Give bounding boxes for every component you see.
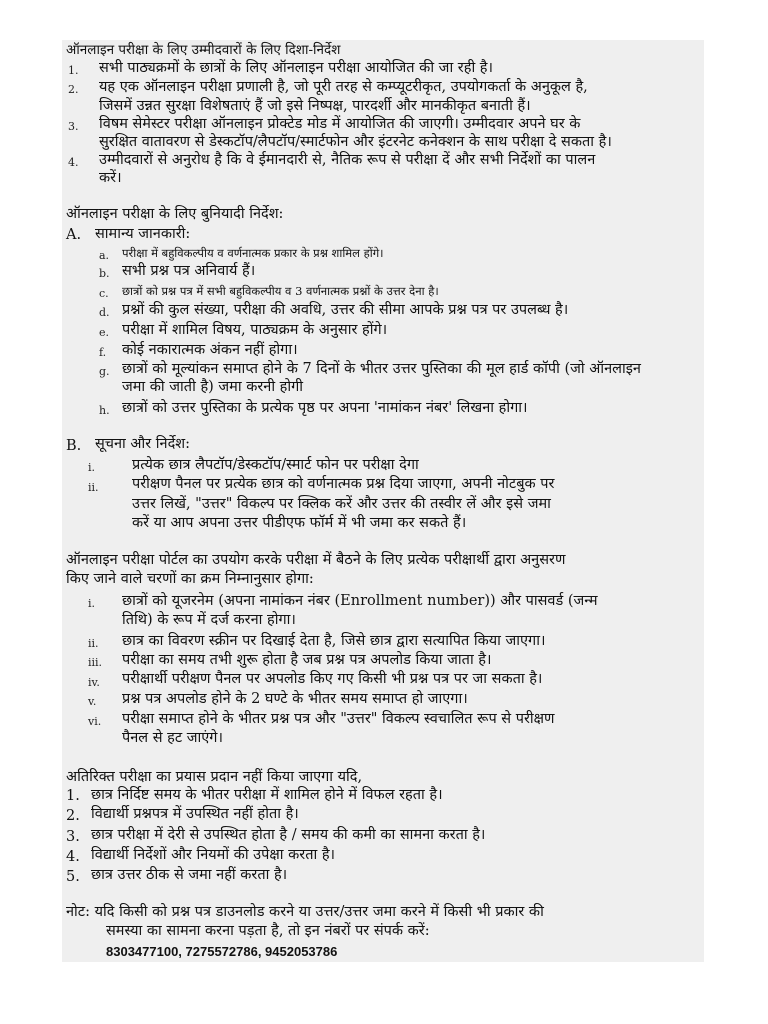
guideline-text: उम्मीदवारों से अनुरोध है कि वे ईमानदारी से, नैतिक रूप से परीक्षा दें और सभी निर्देशों का पालन bbox=[99, 152, 596, 168]
step-text: प्रश्न पत्र अपलोड होने के 2 घण्टे के भीतर समय समाप्त हो जाएगा। bbox=[122, 691, 468, 707]
item-letter: g. bbox=[99, 365, 110, 378]
guideline-number: 2. bbox=[68, 83, 79, 96]
contact-phone-numbers: 8303477100, 7275572786, 9452053786 bbox=[106, 944, 338, 959]
step-text: छात्रों को यूजरनेम (अपना नामांकन नंबर (Enrollment number)) और पासवर्ड (जन्म bbox=[122, 593, 598, 609]
item-text: प्रत्येक छात्र लैपटॉप/डेस्कटॉप/स्मार्ट फोन पर परीक्षा देगा bbox=[132, 457, 419, 473]
item-text: जमा की जाती है) जमा करनी होगी bbox=[122, 379, 304, 395]
step-number: ii. bbox=[88, 637, 99, 650]
item-text: परीक्षा में शामिल विषय, पाठ्यक्रम के अनुसार होंगे। bbox=[122, 322, 388, 338]
section-marker: A. bbox=[66, 227, 82, 243]
guideline-text: विषम सेमेस्टर परीक्षा ऑनलाइन प्रोक्टेड मोड में आयोजित की जाएगी। उम्मीदवार अपने घर के bbox=[99, 116, 581, 132]
guideline-text: सभी पाठ्यक्रमों के छात्रों के लिए ऑनलाइन परीक्षा आयोजित की जा रही है। bbox=[99, 60, 493, 76]
item-letter: d. bbox=[99, 306, 110, 319]
item-text: परीक्षा में बहुविकल्पीय व वर्णनात्मक प्रकार के प्रश्न शामिल होंगे। bbox=[122, 246, 384, 260]
step-number: iii. bbox=[88, 656, 103, 669]
extra-number: 1. bbox=[66, 788, 80, 804]
step-number: vi. bbox=[88, 715, 102, 728]
section-title: सूचना और निर्देश: bbox=[95, 436, 191, 452]
guideline-number: 3. bbox=[68, 120, 79, 133]
step-text: छात्र का विवरण स्क्रीन पर दिखाई देता है, जिसे छात्र द्वारा सत्यापित किया जाएगा। bbox=[122, 633, 546, 649]
note-text: समस्या का सामना करना पड़ता है, तो इन नंबरों पर संपर्क करें: bbox=[106, 923, 430, 939]
extra-text: छात्र निर्दिष्ट समय के भीतर परीक्षा में शामिल होने में विफल रहता है। bbox=[91, 787, 443, 803]
extra-text: विद्यार्थी निर्देशों और नियमों की उपेक्षा करता है। bbox=[91, 847, 336, 863]
item-text: करें या आप अपना उत्तर पीडीएफ फॉर्म में भी जमा कर सकते हैं। bbox=[132, 515, 467, 531]
item-roman: ii. bbox=[88, 481, 99, 494]
section-heading: ऑनलाइन परीक्षा के लिए बुनियादी निर्देश: bbox=[66, 206, 284, 222]
guideline-number: 4. bbox=[68, 156, 79, 169]
item-text: प्रश्नों की कुल संख्या, परीक्षा की अवधि, उत्तर की सीमा आपके प्रश्न पत्र पर उपलब्ध है। bbox=[122, 302, 569, 318]
step-number: iv. bbox=[88, 676, 100, 689]
item-letter: b. bbox=[99, 267, 110, 280]
guideline-text: सुरक्षित वातावरण से डेस्कटॉप/लैपटॉप/स्मार्टफोन और इंटरनेट कनेक्शन के साथ परीक्षा दे सकता है। bbox=[99, 134, 612, 150]
step-text: तिथि) के रूप में दर्ज करना होगा। bbox=[122, 612, 296, 628]
extra-number: 2. bbox=[66, 808, 80, 824]
item-text: छात्रों को मूल्यांकन समाप्त होने के 7 दिनों के भीतर उत्तर पुस्तिका की मूल हार्ड कॉपी (जो ऑनलाइन bbox=[122, 361, 641, 377]
guideline-number: 1. bbox=[68, 64, 79, 77]
item-letter: h. bbox=[99, 404, 110, 417]
steps-intro: ऑनलाइन परीक्षा पोर्टल का उपयोग करके परीक्षा में बैठने के लिए प्रत्येक परीक्षार्थी द्वारा अनुसरण bbox=[66, 552, 566, 568]
extra-number: 3. bbox=[66, 829, 80, 845]
item-letter: a. bbox=[99, 249, 110, 262]
extra-intro: अतिरिक्त परीक्षा का प्रयास प्रदान नहीं किया जाएगा यदि, bbox=[66, 769, 363, 785]
guideline-text: यह एक ऑनलाइन परीक्षा प्रणाली है, जो पूरी तरह से कम्प्यूटरीकृत, उपयोगकर्ता के अनुकूल है, bbox=[99, 79, 588, 95]
extra-text: विद्यार्थी प्रश्नपत्र में उपस्थित नहीं होता है। bbox=[91, 806, 299, 822]
step-number: i. bbox=[88, 597, 96, 610]
guideline-text: जिसमें उन्नत सुरक्षा विशेषताएं हैं जो इसे निष्पक्ष, पारदर्शी और मानकीकृत बनाती हैं। bbox=[99, 98, 531, 114]
note-text: नोट: यदि किसी को प्रश्न पत्र डाउनलोड करने या उत्तर/उत्तर जमा करने में किसी भी प्रकार की bbox=[66, 904, 544, 920]
document-title: ऑनलाइन परीक्षा के लिए उम्मीदवारों के लिए दिशा-निर्देश bbox=[66, 42, 341, 58]
item-letter: c. bbox=[99, 287, 109, 300]
extra-text: छात्र परीक्षा में देरी से उपस्थित होता है / समय की कमी का सामना करता है। bbox=[91, 827, 486, 843]
item-text: उत्तर लिखें, "उत्तर" विकल्प पर क्लिक करें और उत्तर की तस्वीर लें और इसे जमा bbox=[132, 496, 551, 512]
step-text: परीक्षा का समय तभी शुरू होता है जब प्रश्न पत्र अपलोड किया जाता है। bbox=[122, 652, 492, 668]
step-text: पैनल से हट जाएंगे। bbox=[122, 730, 223, 746]
step-text: परीक्षा समाप्त होने के भीतर प्रश्न पत्र और "उत्तर" विकल्प स्वचालित रूप से परीक्षण bbox=[122, 711, 555, 727]
extra-text: छात्र उत्तर ठीक से जमा नहीं करता है। bbox=[91, 867, 288, 883]
item-text: सभी प्रश्न पत्र अनिवार्य हैं। bbox=[122, 263, 256, 279]
steps-intro: किए जाने वाले चरणों का क्रम निम्नानुसार होगा: bbox=[66, 571, 314, 587]
section-title: सामान्य जानकारी: bbox=[95, 226, 191, 242]
extra-number: 5. bbox=[66, 869, 80, 885]
item-text: छात्रों को प्रश्न पत्र में सभी बहुविकल्पीय व 3 वर्णनात्मक प्रश्नों के उत्तर देना है। bbox=[122, 284, 439, 298]
extra-number: 4. bbox=[66, 849, 80, 865]
section-marker: B. bbox=[66, 438, 82, 454]
step-text: परीक्षार्थी परीक्षण पैनल पर अपलोड किए गए किसी भी प्रश्न पत्र पर जा सकता है। bbox=[122, 671, 543, 687]
item-text: परीक्षण पैनल पर प्रत्येक छात्र को वर्णनात्मक प्रश्न दिया जाएगा, अपनी नोटबुक पर bbox=[132, 476, 555, 492]
item-letter: f. bbox=[99, 346, 107, 359]
step-number: v. bbox=[88, 695, 97, 708]
item-text: छात्रों को उत्तर पुस्तिका के प्रत्येक पृष्ठ पर अपना 'नामांकन नंबर' लिखना होगा। bbox=[122, 400, 528, 416]
item-text: कोई नकारात्मक अंकन नहीं होगा। bbox=[122, 342, 298, 358]
guideline-text: करें। bbox=[99, 170, 122, 186]
item-roman: i. bbox=[88, 461, 96, 474]
item-letter: e. bbox=[99, 326, 110, 339]
